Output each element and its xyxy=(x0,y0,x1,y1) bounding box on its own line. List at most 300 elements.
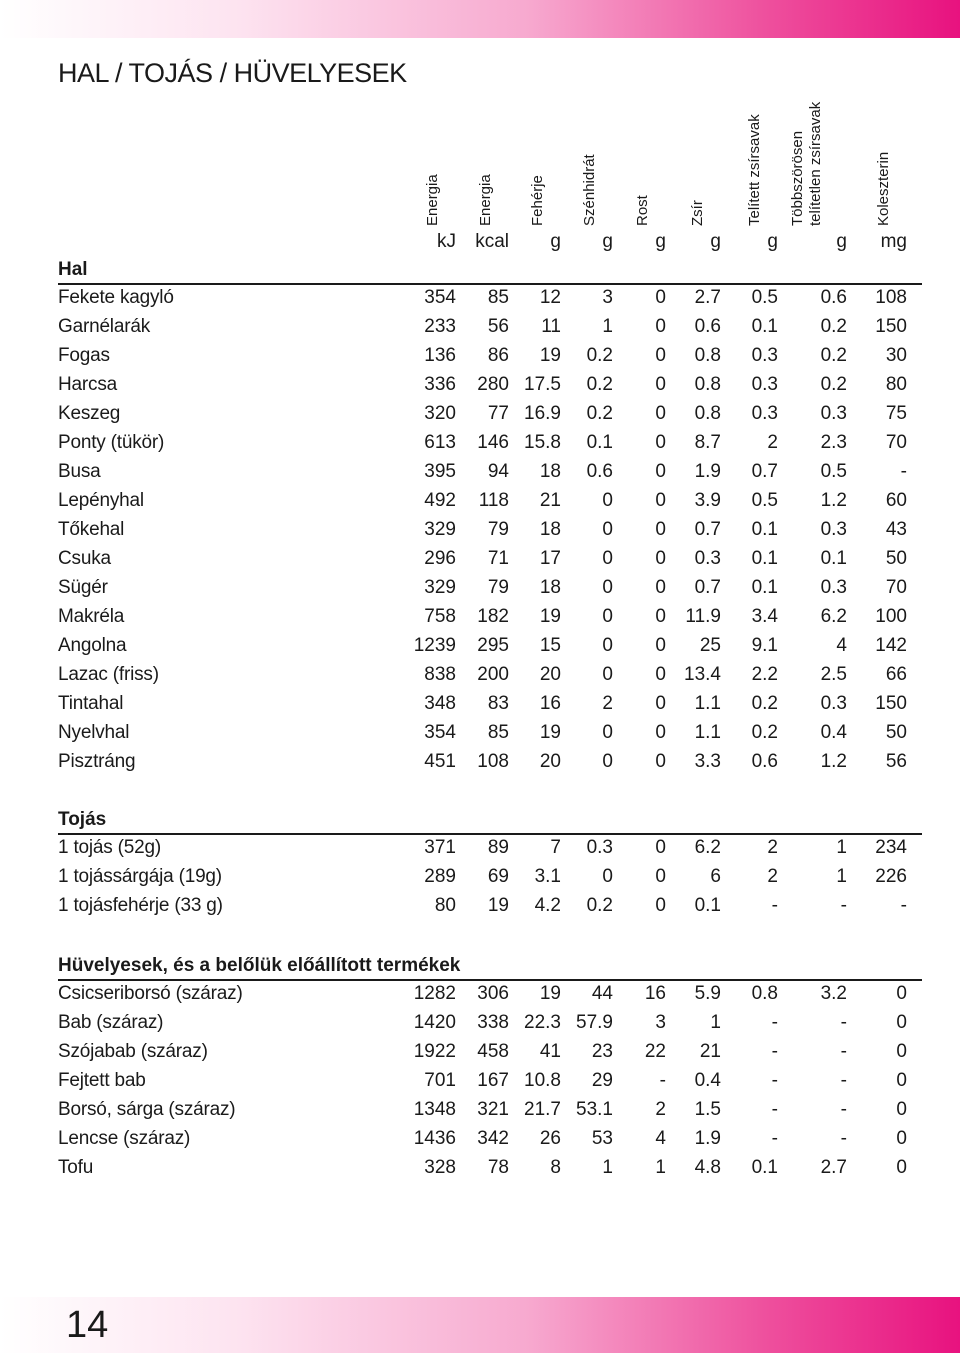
value-cell: 22.3 xyxy=(524,1012,561,1033)
value-cell: 1.1 xyxy=(694,722,721,743)
value-cell: - xyxy=(771,1012,778,1033)
value-cell: 20 xyxy=(539,664,561,685)
value-cell: 0 xyxy=(602,548,613,569)
value-cell: 77 xyxy=(487,403,509,424)
value-cell: 43 xyxy=(885,519,907,540)
food-name: Fogas xyxy=(58,345,110,366)
food-name: Nyelvhal xyxy=(58,722,130,743)
value-cell: 492 xyxy=(424,490,456,511)
value-cell: - xyxy=(840,1070,847,1091)
value-cell: 108 xyxy=(875,287,907,308)
value-cell: 8.7 xyxy=(694,432,721,453)
value-cell: 0 xyxy=(602,751,613,772)
value-cell: 0.6 xyxy=(694,316,721,337)
column-header-line: Telített zsírsavak xyxy=(746,114,763,226)
value-cell: 0.5 xyxy=(820,461,847,482)
value-cell: 0 xyxy=(655,461,666,482)
value-cell: 0 xyxy=(655,403,666,424)
value-cell: 0 xyxy=(896,1099,907,1120)
value-cell: 23 xyxy=(591,1041,613,1062)
value-cell: 0.1 xyxy=(751,519,778,540)
value-cell: 289 xyxy=(424,866,456,887)
value-cell: 3.9 xyxy=(694,490,721,511)
value-cell: 22 xyxy=(644,1041,666,1062)
value-cell: 1436 xyxy=(413,1128,456,1149)
table-row xyxy=(0,1096,960,1125)
value-cell: 0.2 xyxy=(820,374,847,395)
value-cell: 78 xyxy=(487,1157,509,1178)
value-cell: 451 xyxy=(424,751,456,772)
table-row xyxy=(0,545,960,574)
value-cell: 0 xyxy=(655,490,666,511)
value-cell: 0.8 xyxy=(694,374,721,395)
value-cell: 4.2 xyxy=(534,895,561,916)
value-cell: 329 xyxy=(424,577,456,598)
value-cell: 150 xyxy=(875,693,907,714)
food-name: Sügér xyxy=(58,577,108,598)
value-cell: 338 xyxy=(477,1012,509,1033)
column-unit: g xyxy=(710,231,721,252)
table-row xyxy=(0,574,960,603)
value-cell: 60 xyxy=(885,490,907,511)
top-gradient-band xyxy=(0,0,960,38)
table-row xyxy=(0,284,960,313)
table-row xyxy=(0,516,960,545)
value-cell: 41 xyxy=(539,1041,561,1062)
column-header xyxy=(744,84,784,226)
food-name: Keszeg xyxy=(58,403,121,424)
column-header xyxy=(422,84,462,226)
value-cell: 0.6 xyxy=(751,751,778,772)
table-row xyxy=(0,371,960,400)
food-name: Lepényhal xyxy=(58,490,144,511)
column-header xyxy=(789,84,845,226)
value-cell: 29 xyxy=(591,1070,613,1091)
value-cell: 0 xyxy=(602,866,613,887)
value-cell: 0 xyxy=(602,490,613,511)
value-cell: 0.1 xyxy=(694,895,721,916)
value-cell: 11 xyxy=(541,316,561,337)
table-row xyxy=(0,690,960,719)
value-cell: 12 xyxy=(539,287,561,308)
value-cell: 0.1 xyxy=(751,548,778,569)
column-header xyxy=(579,84,619,226)
column-header-line: Koleszterin xyxy=(875,151,892,226)
column-header-text xyxy=(424,174,442,226)
value-cell: 15 xyxy=(539,635,561,656)
food-name: Angolna xyxy=(58,635,127,656)
value-cell: 0.3 xyxy=(820,693,847,714)
column-header xyxy=(475,84,515,226)
value-cell: 0 xyxy=(655,751,666,772)
value-cell: 321 xyxy=(477,1099,509,1120)
value-cell: 1 xyxy=(655,1157,666,1178)
value-cell: 4 xyxy=(836,635,847,656)
value-cell: 11.9 xyxy=(685,606,721,627)
value-cell: 342 xyxy=(477,1128,509,1149)
value-cell: 69 xyxy=(487,866,509,887)
value-cell: 0.5 xyxy=(751,287,778,308)
value-cell: 16 xyxy=(539,693,561,714)
value-cell: 53.1 xyxy=(576,1099,613,1120)
value-cell: 0.1 xyxy=(820,548,847,569)
value-cell: 0 xyxy=(896,983,907,1004)
value-cell: 182 xyxy=(477,606,509,627)
value-cell: 5.9 xyxy=(694,983,721,1004)
value-cell: 2 xyxy=(767,866,778,887)
section-heading: Hüvelyesek, és a belőlük előállított termékek xyxy=(58,955,461,976)
column-header-text xyxy=(689,200,707,226)
value-cell: 320 xyxy=(424,403,456,424)
value-cell: 0.3 xyxy=(586,837,613,858)
food-name: Pisztráng xyxy=(58,751,136,772)
value-cell: 142 xyxy=(875,635,907,656)
value-cell: 0.2 xyxy=(586,345,613,366)
value-cell: 0 xyxy=(655,548,666,569)
column-unit: g xyxy=(550,231,561,252)
value-cell: 1 xyxy=(836,837,847,858)
value-cell: 1 xyxy=(836,866,847,887)
column-unit: kJ xyxy=(437,231,456,252)
value-cell: 0.2 xyxy=(586,895,613,916)
food-name: Lencse (száraz) xyxy=(58,1128,191,1149)
table-row xyxy=(0,748,960,777)
value-cell: 0.7 xyxy=(751,461,778,482)
value-cell: 79 xyxy=(487,577,509,598)
value-cell: 1282 xyxy=(413,983,456,1004)
value-cell: - xyxy=(840,1099,847,1120)
food-name: Bab (száraz) xyxy=(58,1012,164,1033)
column-header-text xyxy=(789,102,825,226)
value-cell: 1.2 xyxy=(820,490,847,511)
value-cell: 2.5 xyxy=(820,664,847,685)
value-cell: 0.1 xyxy=(751,577,778,598)
value-cell: - xyxy=(771,895,778,916)
value-cell: 329 xyxy=(424,519,456,540)
table-row xyxy=(0,661,960,690)
value-cell: 0.3 xyxy=(694,548,721,569)
value-cell: 79 xyxy=(487,519,509,540)
value-cell: 0.1 xyxy=(586,432,613,453)
value-cell: 395 xyxy=(424,461,456,482)
value-cell: 7 xyxy=(550,837,561,858)
value-cell: 0.8 xyxy=(751,983,778,1004)
value-cell: 94 xyxy=(487,461,509,482)
value-cell: 6 xyxy=(710,866,721,887)
value-cell: 2 xyxy=(655,1099,666,1120)
table-row xyxy=(0,429,960,458)
value-cell: 0.8 xyxy=(694,345,721,366)
value-cell: 280 xyxy=(477,374,509,395)
value-cell: 85 xyxy=(487,722,509,743)
value-cell: 295 xyxy=(477,635,509,656)
value-cell: 0 xyxy=(655,316,666,337)
value-cell: 57.9 xyxy=(576,1012,613,1033)
column-header-text xyxy=(746,114,764,226)
value-cell: 3 xyxy=(655,1012,666,1033)
column-header-text xyxy=(634,195,652,226)
value-cell: 0 xyxy=(655,432,666,453)
table-row xyxy=(0,863,960,892)
column-header-line: telítetlen zsírsavak xyxy=(807,101,824,226)
food-name: 1 tojás (52g) xyxy=(58,837,162,858)
value-cell: 1.9 xyxy=(694,1128,721,1149)
value-cell: 21 xyxy=(539,490,561,511)
value-cell: 0.2 xyxy=(751,722,778,743)
value-cell: 0.2 xyxy=(751,693,778,714)
value-cell: 458 xyxy=(477,1041,509,1062)
value-cell: 0 xyxy=(655,895,666,916)
value-cell: 100 xyxy=(875,606,907,627)
value-cell: 53 xyxy=(591,1128,613,1149)
value-cell: 1922 xyxy=(413,1041,456,1062)
value-cell: 0 xyxy=(602,577,613,598)
value-cell: 1 xyxy=(602,316,613,337)
value-cell: 0 xyxy=(602,606,613,627)
table-row xyxy=(0,1067,960,1096)
table-row xyxy=(0,603,960,632)
value-cell: 0.2 xyxy=(820,345,847,366)
column-header-line: Rost xyxy=(634,195,651,226)
table-row xyxy=(0,400,960,429)
value-cell: 613 xyxy=(424,432,456,453)
value-cell: 83 xyxy=(487,693,509,714)
column-header-text xyxy=(875,152,893,226)
value-cell: 21.7 xyxy=(524,1099,561,1120)
value-cell: 0 xyxy=(655,606,666,627)
value-cell: 16.9 xyxy=(524,403,561,424)
value-cell: 4.8 xyxy=(694,1157,721,1178)
value-cell: 108 xyxy=(477,751,509,772)
column-unit: mg xyxy=(880,231,907,252)
table-row xyxy=(0,487,960,516)
food-name: Fejtett bab xyxy=(58,1070,146,1091)
value-cell: 0.5 xyxy=(751,490,778,511)
value-cell: 10.8 xyxy=(524,1070,561,1091)
food-name: Szójabab (száraz) xyxy=(58,1041,208,1062)
value-cell: 18 xyxy=(539,461,561,482)
value-cell: 86 xyxy=(487,345,509,366)
value-cell: 17 xyxy=(539,548,561,569)
value-cell: 2 xyxy=(602,693,613,714)
value-cell: 1348 xyxy=(413,1099,456,1120)
table-row xyxy=(0,719,960,748)
value-cell: - xyxy=(900,895,907,916)
value-cell: 2 xyxy=(767,837,778,858)
value-cell: - xyxy=(840,1041,847,1062)
value-cell: 233 xyxy=(424,316,456,337)
food-name: 1 tojássárgája (19g) xyxy=(58,866,222,887)
value-cell: 0.8 xyxy=(694,403,721,424)
value-cell: 838 xyxy=(424,664,456,685)
column-header-line: Zsír xyxy=(689,200,706,226)
value-cell: 56 xyxy=(487,316,509,337)
value-cell: 19 xyxy=(539,983,561,1004)
value-cell: 56 xyxy=(885,751,907,772)
value-cell: 21 xyxy=(699,1041,721,1062)
value-cell: 0 xyxy=(896,1041,907,1062)
column-header xyxy=(687,84,727,226)
table-row xyxy=(0,1125,960,1154)
value-cell: 150 xyxy=(875,316,907,337)
value-cell: 13.4 xyxy=(684,664,721,685)
value-cell: 118 xyxy=(478,490,509,511)
value-cell: 19 xyxy=(539,722,561,743)
value-cell: 4 xyxy=(655,1128,666,1149)
food-name: Tofu xyxy=(58,1157,94,1178)
value-cell: 348 xyxy=(424,693,456,714)
value-cell: 2.7 xyxy=(820,1157,847,1178)
column-header xyxy=(873,84,913,226)
value-cell: - xyxy=(771,1128,778,1149)
value-cell: 0.2 xyxy=(586,374,613,395)
value-cell: 20 xyxy=(539,751,561,772)
value-cell: 1239 xyxy=(413,635,456,656)
value-cell: 50 xyxy=(885,722,907,743)
value-cell: 0 xyxy=(655,722,666,743)
value-cell: 1.5 xyxy=(694,1099,721,1120)
value-cell: 0.3 xyxy=(820,403,847,424)
section-heading: Hal xyxy=(58,259,88,280)
column-header-line: Szénhidrát xyxy=(581,154,598,226)
column-unit: g xyxy=(655,231,666,252)
value-cell: 371 xyxy=(424,837,456,858)
value-cell: 19 xyxy=(539,606,561,627)
value-cell: 19 xyxy=(487,895,509,916)
value-cell: 16 xyxy=(644,983,666,1004)
value-cell: 26 xyxy=(539,1128,561,1149)
value-cell: 0.3 xyxy=(751,403,778,424)
value-cell: 66 xyxy=(885,664,907,685)
value-cell: 0 xyxy=(896,1128,907,1149)
value-cell: 0 xyxy=(655,837,666,858)
food-name: Csicseriborsó (száraz) xyxy=(58,983,243,1004)
value-cell: 146 xyxy=(477,432,509,453)
value-cell: 70 xyxy=(885,432,907,453)
value-cell: 354 xyxy=(424,722,456,743)
value-cell: 17.5 xyxy=(524,374,561,395)
food-name: Csuka xyxy=(58,548,111,569)
value-cell: 0.6 xyxy=(820,287,847,308)
column-header-line: Energia xyxy=(477,174,494,226)
food-name: Busa xyxy=(58,461,101,482)
value-cell: 0 xyxy=(602,635,613,656)
value-cell: 0.7 xyxy=(694,519,721,540)
value-cell: 2.7 xyxy=(694,287,721,308)
value-cell: - xyxy=(900,461,907,482)
value-cell: 2 xyxy=(767,432,778,453)
value-cell: 3.2 xyxy=(820,983,847,1004)
column-header xyxy=(632,84,672,226)
value-cell: 0.6 xyxy=(586,461,613,482)
value-cell: 0 xyxy=(655,287,666,308)
value-cell: 234 xyxy=(875,837,907,858)
value-cell: 85 xyxy=(487,287,509,308)
column-unit: g xyxy=(767,231,778,252)
food-name: Harcsa xyxy=(58,374,117,395)
value-cell: 6.2 xyxy=(820,606,847,627)
value-cell: 328 xyxy=(424,1157,456,1178)
table-row xyxy=(0,632,960,661)
column-header-text xyxy=(477,174,495,226)
value-cell: 167 xyxy=(477,1070,509,1091)
value-cell: 3 xyxy=(602,287,613,308)
value-cell: 0 xyxy=(896,1157,907,1178)
value-cell: 0.2 xyxy=(820,316,847,337)
value-cell: 0.1 xyxy=(751,1157,778,1178)
value-cell: 1.1 xyxy=(694,693,721,714)
value-cell: 0.3 xyxy=(751,374,778,395)
value-cell: 758 xyxy=(424,606,456,627)
value-cell: 336 xyxy=(424,374,456,395)
value-cell: 30 xyxy=(885,345,907,366)
value-cell: 0 xyxy=(602,664,613,685)
food-name: Tintahal xyxy=(58,693,124,714)
value-cell: 9.1 xyxy=(751,635,778,656)
column-unit: kcal xyxy=(475,231,509,252)
table-row xyxy=(0,980,960,1009)
column-header-line: Energia xyxy=(424,174,441,226)
value-cell: 0 xyxy=(602,519,613,540)
value-cell: 136 xyxy=(424,345,456,366)
column-unit: g xyxy=(836,231,847,252)
value-cell: 18 xyxy=(539,519,561,540)
value-cell: - xyxy=(840,895,847,916)
value-cell: 0 xyxy=(655,519,666,540)
column-header-line: Fehérje xyxy=(529,175,546,226)
table-row xyxy=(0,892,960,921)
bottom-gradient-band xyxy=(0,1297,960,1353)
food-name: Makréla xyxy=(58,606,125,627)
table-row xyxy=(0,1038,960,1067)
value-cell: 25 xyxy=(699,635,721,656)
value-cell: 2.2 xyxy=(751,664,778,685)
value-cell: 200 xyxy=(477,664,509,685)
table-row xyxy=(0,342,960,371)
value-cell: 80 xyxy=(885,374,907,395)
food-name: Borsó, sárga (száraz) xyxy=(58,1099,236,1120)
value-cell: 0 xyxy=(896,1012,907,1033)
value-cell: 70 xyxy=(885,577,907,598)
page-number: 14 xyxy=(66,1304,109,1346)
value-cell: - xyxy=(840,1128,847,1149)
value-cell: 0.3 xyxy=(751,345,778,366)
column-header xyxy=(527,84,567,226)
value-cell: 701 xyxy=(424,1070,456,1091)
page-title: HAL / TOJÁS / HÜVELYESEK xyxy=(58,58,407,88)
value-cell: 0 xyxy=(655,374,666,395)
table-row xyxy=(0,1009,960,1038)
value-cell: 0.4 xyxy=(820,722,847,743)
value-cell: 1420 xyxy=(413,1012,456,1033)
value-cell: 306 xyxy=(477,983,509,1004)
table-row xyxy=(0,1154,960,1183)
value-cell: 0.7 xyxy=(694,577,721,598)
value-cell: 1.9 xyxy=(694,461,721,482)
value-cell: 1 xyxy=(602,1157,613,1178)
value-cell: 0.1 xyxy=(751,316,778,337)
value-cell: - xyxy=(840,1012,847,1033)
food-name: Fekete kagyló xyxy=(58,287,174,308)
value-cell: 1 xyxy=(710,1012,721,1033)
value-cell: 75 xyxy=(885,403,907,424)
value-cell: 19 xyxy=(539,345,561,366)
value-cell: - xyxy=(771,1070,778,1091)
value-cell: 0.3 xyxy=(820,519,847,540)
food-name: Tőkehal xyxy=(58,519,125,540)
value-cell: 3.1 xyxy=(534,866,561,887)
value-cell: 0.4 xyxy=(694,1070,721,1091)
